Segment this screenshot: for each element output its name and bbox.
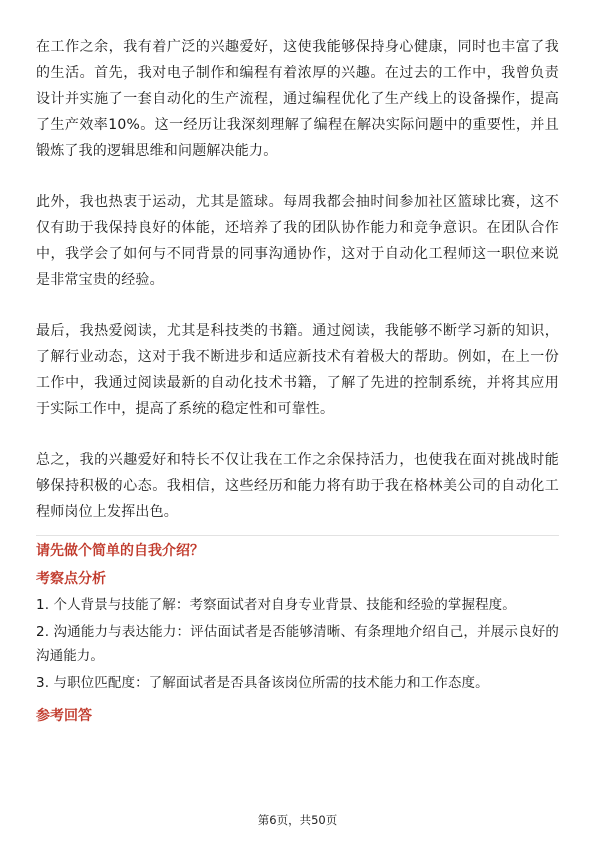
body-paragraph-3: 最后，我热爱阅读，尤其是科技类的书籍。通过阅读，我能够不断学习新的知识，了解行业动态，这对于我不断进步和适应新技术有着极大的帮助。例如，在上一份工作中，我通过阅读最新的自动化技术书籍，了解了先进的控制系统，并将其应用于实际工作中，提高了系统的稳定性和可靠性。	[36, 323, 559, 417]
body-paragraph-2: 此外，我也热衷于运动，尤其是篮球。每周我都会抽时间参加社区篮球比赛，这不仅有助于我保持良好的体能，还培养了我的团队协作能力和竞争意识。在团队合作中，我学会了如何与不同背景的同事沟通协作，这对于自动化工程师这一职位来说是非常宝贵的经验。	[36, 194, 559, 288]
analysis-heading: 考察点分析	[36, 571, 106, 587]
body-paragraph-4: 总之，我的兴趣爱好和特长不仅让我在工作之余保持活力，也使我在面对挑战时能够保持积极的心态。我相信，这些经历和能力将有助于我在格林美公司的自动化工程师岗位上发挥出色。	[36, 452, 559, 520]
analysis-point-1: 1. 个人背景与技能了解：考察面试者对自身专业背景、技能和经验的掌握程度。	[36, 597, 516, 613]
document-page	[36, 34, 559, 727]
page-number-footer: 第6页，共50页	[257, 813, 338, 827]
body-paragraph-1: 在工作之余，我有着广泛的兴趣爱好，这使我能够保持身心健康，同时也丰富了我的生活。首先，我对电子制作和编程有着浓厚的兴趣。在过去的工作中，我曾负责设计并实施了一套自动化的生产流程，通过编程优化了生产线上的设备操作，提高了生产效率10%。这一经历让我深刻理解了编程在解决实际问题中的重要性，并且锻炼了我的逻辑思维和问题解决能力。	[36, 39, 559, 159]
question-heading: 请先做个简单的自我介绍？	[36, 535, 559, 562]
analysis-point-3: 3. 与职位匹配度：了解面试者是否具备该岗位所需的技术能力和工作态度。	[36, 675, 489, 691]
analysis-point-2: 2. 沟通能力与表达能力：评估面试者是否能够清晰、有条理地介绍自己，并展示良好的沟通能力。	[36, 624, 559, 664]
reference-answer-heading: 参考回答	[36, 708, 92, 724]
